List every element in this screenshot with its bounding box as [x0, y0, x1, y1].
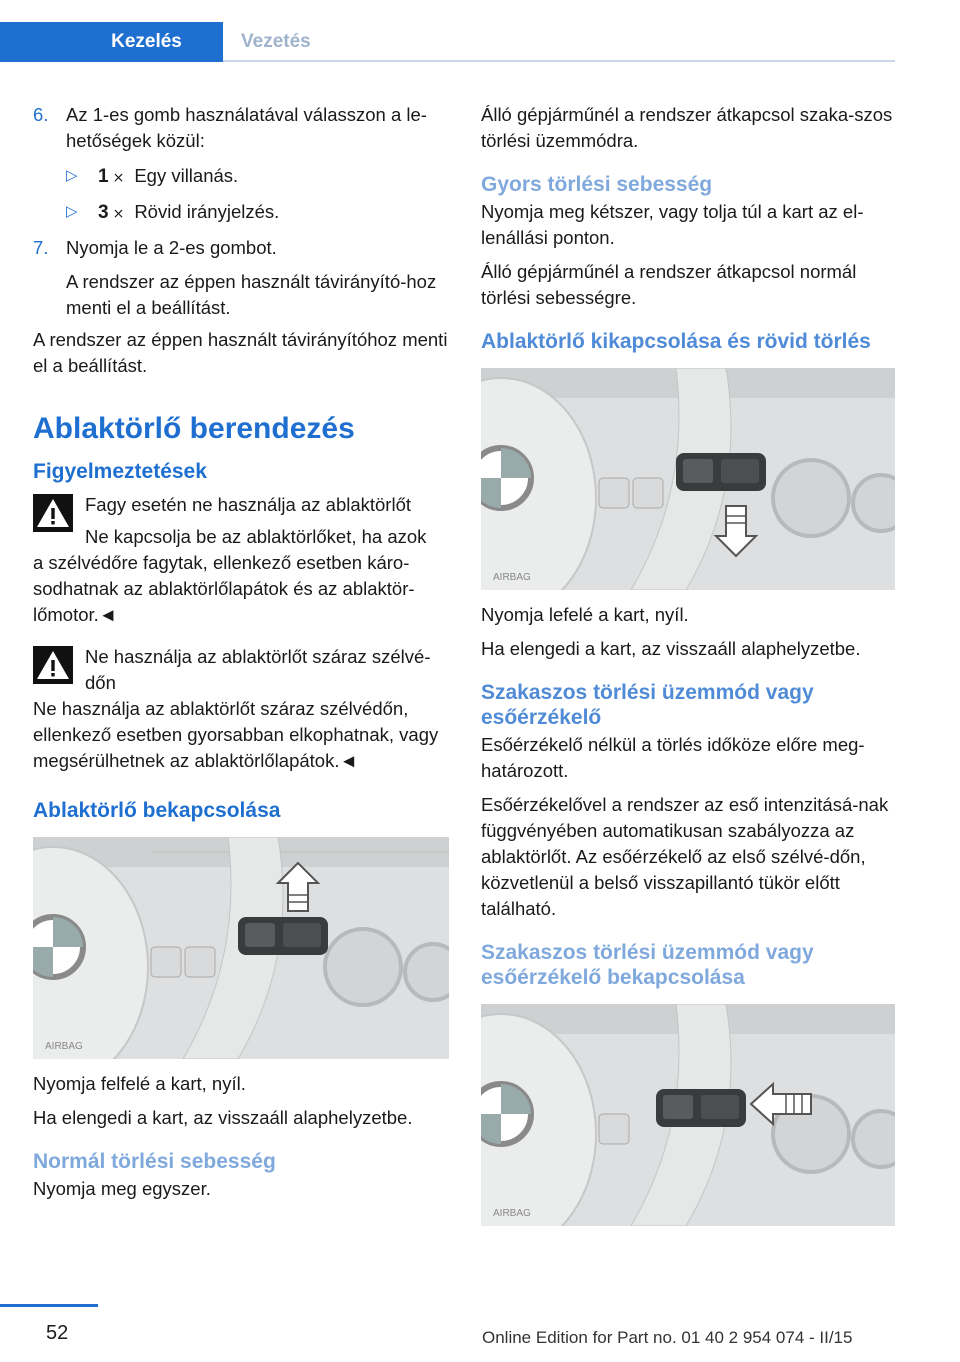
tab-underline — [223, 60, 895, 62]
warning-title: Fagy esetén ne használja az ablaktörlőt — [85, 494, 412, 515]
fast-speed-text: Nyomja meg kétszer, vagy tolja túl a kart az el-lenállási ponton. — [481, 201, 864, 248]
right-column — [481, 102, 895, 1226]
interval-heading: Szakaszos törlési üzemmód vagy esőérzékelő — [481, 681, 814, 729]
instruction-release: Ha elengedi a kart, az visszaáll alaphelyzetbe. — [33, 1107, 413, 1128]
normal-speed-text: Nyomja meg egyszer. — [33, 1178, 211, 1199]
button-three-icon: 3 — [98, 202, 109, 223]
instruction-push-down: Nyomja lefelé a kart, nyíl. — [481, 604, 689, 625]
page-number: 52 — [46, 1322, 69, 1344]
option-turn-signal — [33, 199, 449, 226]
step-6 — [33, 102, 449, 154]
step-text: Az 1-es gomb használatával válasszon a le-hetőségek közül: — [66, 104, 427, 151]
warning-triangle-icon — [33, 646, 73, 684]
chapter-tabs — [0, 22, 895, 62]
wiper-down-photo — [481, 368, 895, 590]
option-flash — [33, 163, 449, 190]
warning-triangle-icon — [33, 494, 73, 532]
step-7-detail: A rendszer az éppen használt távirányító-hoz menti el a beállítást. — [66, 271, 437, 318]
switch-on-heading: Ablaktörlő bekapcsolása — [33, 799, 281, 822]
warning-title: Ne használja az ablaktörlőt száraz szélvé-dőn — [85, 646, 431, 693]
normal-speed-heading: Normál törlési sebesség — [33, 1150, 276, 1173]
airbag-label: AIRBAG — [45, 1041, 83, 1052]
warnings-heading: Figyelmeztetések — [33, 460, 207, 483]
wiper-push-in-photo — [481, 1004, 895, 1226]
flash-icon: ⨯ — [112, 205, 125, 221]
flash-icon: ⨯ — [112, 169, 125, 185]
fast-speed-stationary: Álló gépjárműnél a rendszer átkapcsol normál törlési sebességre. — [481, 261, 857, 308]
instruction-push-up: Nyomja felfelé a kart, nyíl. — [33, 1073, 246, 1094]
step-number: 6. — [33, 104, 49, 125]
step-number: 7. — [33, 237, 49, 258]
button-one-icon: 1 — [98, 166, 109, 187]
option-text: Egy villanás. — [134, 165, 239, 186]
tab-vezetes[interactable]: Vezetés — [241, 31, 311, 52]
step-7 — [33, 235, 449, 261]
warning-frost — [33, 492, 449, 550]
airbag-label: AIRBAG — [493, 572, 531, 583]
option-text: Rövid irányjelzés. — [134, 201, 280, 222]
warning-body: Ne használja az ablaktörlőt száraz szélvédőn, ellenkező esetben gyorsabban elkophatnak, vagy megsérülhetnek az ablaktörlőlapátok.◄ — [33, 698, 439, 771]
triangle-bullet-icon: ▷ — [66, 167, 78, 184]
off-heading: Ablaktörlő kikapcsolása és rövid törlés — [481, 330, 871, 353]
airbag-label: AIRBAG — [493, 1208, 531, 1219]
wiper-up-photo — [33, 837, 449, 1059]
footer-rule — [0, 1304, 98, 1307]
warning-dry — [33, 644, 449, 696]
edition-note: Online Edition for Part no. 01 40 2 954 074 - II/15 — [482, 1328, 853, 1347]
save-paragraph: A rendszer az éppen használt távirányítóhoz menti el a beállítást. — [33, 329, 448, 376]
interval-text-b: Esőérzékelővel a rendszer az eső intenzitásá-nak függvényében automatikusan szabályozza az ablaktörlőt. Az esőérzékelő az első szélvé-dőn, közvetlenül a belső visszapillantó tükör előtt található. — [481, 794, 889, 919]
fast-speed-heading: Gyors törlési sebesség — [481, 173, 713, 196]
warning-body-start: Ne kapcsolja be az ablaktörlőket, ha azok — [85, 526, 427, 547]
interval-on-heading: Szakaszos törlési üzemmód vagy esőérzékelő bekapcsolása — [481, 941, 814, 989]
tab-kezeles[interactable]: Kezelés — [0, 22, 223, 62]
triangle-bullet-icon: ▷ — [66, 203, 78, 220]
stationary-paragraph: Álló gépjárműnél a rendszer átkapcsol szaka-szos törlési üzemmódra. — [481, 104, 893, 151]
interval-text-a: Esőérzékelő nélkül a törlés időköze előre meg-határozott. — [481, 734, 865, 781]
section-title: Ablaktörlő berendezés — [33, 412, 355, 445]
instruction-release: Ha elengedi a kart, az visszaáll alaphelyzetbe. — [481, 638, 861, 659]
step-text: Nyomja le a 2-es gombot. — [66, 237, 277, 258]
left-column — [33, 102, 449, 1202]
warning-body: a szélvédőre fagytak, ellenkező esetben káro-sodhatnak az ablaktörlőlapátok és az ablaktör-lőmotor.◄ — [33, 552, 415, 625]
